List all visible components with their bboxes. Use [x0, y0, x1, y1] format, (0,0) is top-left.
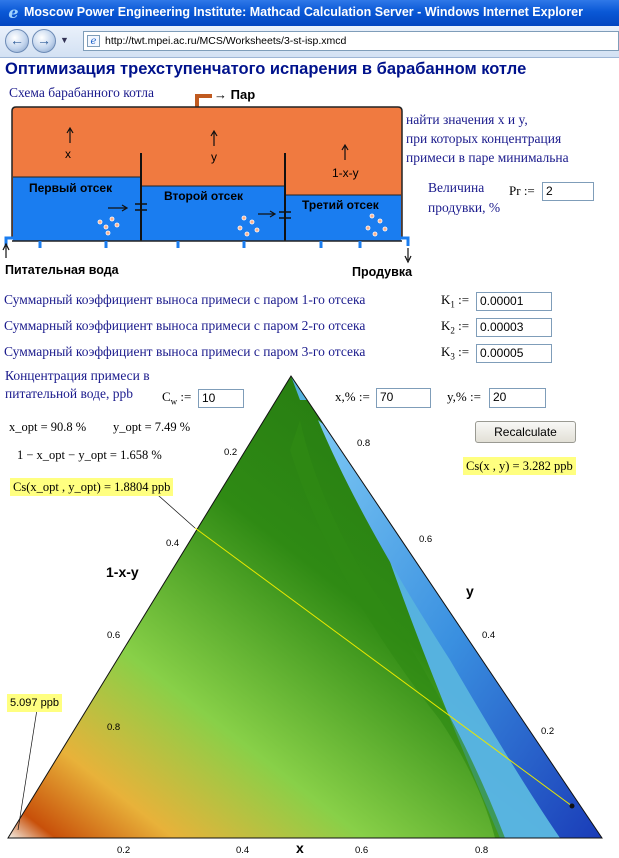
axis-label-x: x [296, 840, 304, 856]
x-assign: := [358, 389, 370, 404]
pr-assign: := [523, 183, 535, 198]
cw-subscript: w [170, 396, 178, 407]
right-tick-08: 0.8 [357, 438, 371, 449]
x-opt-result: x_opt = 90.8 % [9, 420, 87, 434]
pr-symbol [509, 183, 535, 199]
section-1-label: Первый отсек [29, 181, 113, 195]
k2-label: Суммарный коэффициент выноса примеси с паром 2-го отсека [4, 318, 366, 333]
k3-symbol-text: K [441, 344, 451, 359]
feedwater-pipe [6, 238, 14, 246]
address-bar[interactable] [83, 31, 619, 51]
right-tick-06: 0.6 [419, 534, 433, 545]
ie-logo-icon: e [8, 3, 19, 22]
axis-label-rest: 1-x-y [106, 564, 139, 580]
k1-subscript: 1 [450, 299, 455, 310]
left-tick-04: 0.4 [166, 538, 180, 549]
cw-input[interactable]: 10 [198, 389, 244, 408]
task-line-2: при которых концентрация [406, 131, 562, 146]
optimum-point [570, 804, 575, 809]
k3-symbol [441, 344, 469, 362]
k2-symbol [441, 318, 469, 336]
y-opt-result: y_opt = 7.49 % [113, 420, 191, 434]
blowdown-input[interactable]: 2 [542, 182, 594, 201]
blowdown-caption [428, 178, 500, 218]
browser-toolbar [0, 26, 619, 58]
x-input-label [335, 389, 370, 405]
k3-subscript: 3 [450, 351, 455, 362]
section-2-label: Второй отсек [164, 189, 244, 203]
flow-rest-label: 1-x-y [332, 166, 359, 180]
history-dropdown-icon[interactable]: ▼ [60, 35, 69, 45]
url-text[interactable]: http://twt.mpei.ac.ru/MCS/Worksheets/3-st-isp.xmcd [105, 35, 347, 47]
arrow-right-icon: → [214, 87, 227, 102]
steam-pipe [197, 96, 212, 108]
bottom-tick-04: 0.4 [236, 845, 250, 856]
max-concentration-label: 5.097 ppb [7, 694, 62, 712]
y-label-text: y,% [447, 389, 467, 404]
task-line-1: найти значения x и y, [406, 112, 528, 127]
blowdown-line-2: продувки, % [428, 200, 501, 215]
k3-assign: := [458, 344, 470, 359]
arrow-left-icon: ← [10, 32, 24, 48]
right-tick-02: 0.2 [541, 726, 555, 737]
steam-label [214, 87, 255, 102]
section-3-label: Третий отсек [302, 198, 379, 212]
k1-assign: := [458, 292, 470, 307]
cw-assign: := [180, 389, 192, 404]
blowdown-line-1: Величина [428, 180, 485, 195]
blowdown-label: Продувка [352, 265, 413, 279]
task-description [406, 110, 569, 167]
k2-symbol-text: K [441, 318, 451, 333]
k2-input[interactable]: 0.00003 [476, 318, 552, 337]
axis-label-y: y [466, 583, 474, 599]
arrow-right-icon: → [37, 32, 51, 48]
pr-symbol-text: Pr [509, 183, 521, 198]
right-tick-04: 0.4 [482, 630, 496, 641]
task-line-3: примеси в паре минимальна [406, 150, 569, 165]
y-input-label [447, 389, 481, 405]
bottom-tick-06: 0.6 [355, 845, 369, 856]
k1-label: Суммарный коэффициент выноса примеси с паром 1-го отсека [4, 292, 366, 307]
blowdown-pipe [400, 238, 408, 246]
scheme-caption: Схема барабанного котла [9, 85, 154, 100]
feedwater-label: Питательная вода [5, 263, 119, 277]
k2-subscript: 2 [450, 325, 455, 336]
left-tick-08: 0.8 [107, 722, 121, 733]
window-titlebar [0, 0, 619, 26]
back-button[interactable] [5, 29, 29, 53]
bottom-tick-02: 0.2 [117, 845, 131, 856]
x-label-text: x,% [335, 389, 356, 404]
k1-symbol-text: K [441, 292, 451, 307]
x-input[interactable]: 70 [376, 388, 431, 408]
y-input[interactable]: 20 [489, 388, 546, 408]
y-assign: := [470, 389, 481, 404]
k1-symbol [441, 292, 469, 310]
flow-x-label: x [65, 147, 71, 161]
cw-line-1: Концентрация примеси в [5, 368, 150, 383]
downcomers [40, 241, 360, 248]
k1-input[interactable]: 0.00001 [476, 292, 552, 311]
left-tick-06: 0.6 [107, 630, 121, 641]
recalculate-button[interactable]: Recalculate [475, 421, 576, 443]
steam-label-text: Пар [230, 87, 256, 102]
page-icon: e [87, 35, 100, 47]
k2-assign: := [458, 318, 470, 333]
k3-input[interactable]: 0.00005 [476, 344, 552, 363]
bottom-tick-08: 0.8 [475, 845, 489, 856]
left-tick-02: 0.2 [224, 447, 238, 458]
page-title: Оптимизация трехступенчатого испарения в барабанном котле [5, 60, 527, 78]
cs-opt-result: Cs(x_opt , y_opt) = 1.8804 ppb [10, 478, 173, 496]
cs-xy-result: Cs(x , y) = 3.282 ppb [463, 457, 576, 475]
flow-y-label: y [211, 150, 217, 164]
cw-symbol-text: C [162, 389, 171, 404]
forward-button[interactable] [32, 29, 56, 53]
window-title: Moscow Power Engineering Institute: Mathcad Calculation Server - Windows Internet Explorer [24, 5, 584, 19]
remainder-result: 1 − x_opt − y_opt = 1.658 % [17, 448, 162, 462]
k3-label: Суммарный коэффициент выноса примеси с паром 3-го отсека [4, 344, 366, 359]
cw-line-2: питательной воде, ppb [5, 386, 134, 401]
